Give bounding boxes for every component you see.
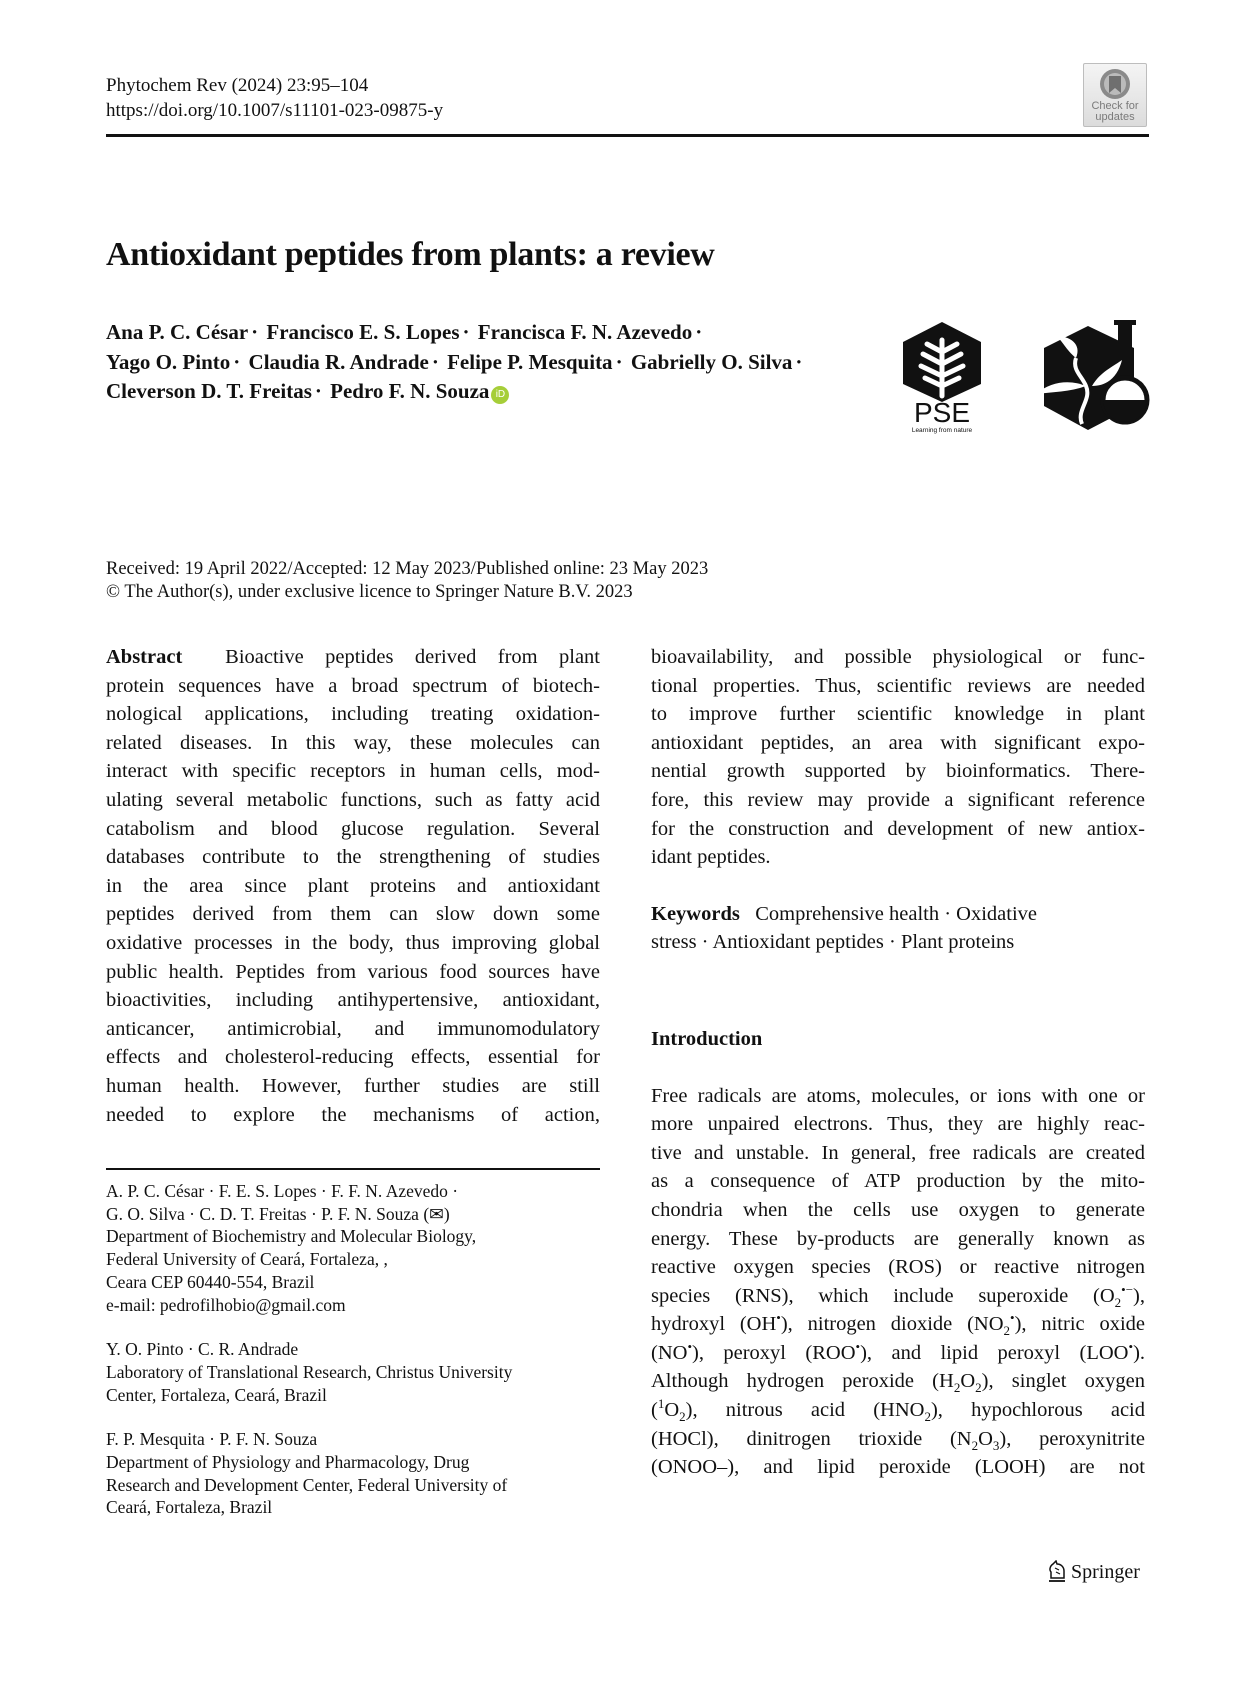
email-link[interactable]: e-mail: pedrofilhobio@gmail.com [106, 1294, 346, 1315]
affiliation-block [106, 1180, 600, 1316]
author-name[interactable]: Cleverson D. T. Freitas [106, 379, 312, 403]
publication-dates [106, 558, 708, 604]
right-column [651, 643, 1145, 1482]
abstract-line: nential growth supported by bioinformatics. There- [651, 760, 1145, 783]
section-heading-introduction: Introduction [651, 1027, 763, 1050]
header-rule [106, 134, 1149, 137]
affiliation-line: Ceara CEP 60440-554, Brazil [106, 1271, 315, 1292]
abstract-line: for the construction and development of new antiox- [651, 817, 1145, 840]
journal-citation: Phytochem Rev (2024) 23:95–104 [106, 75, 369, 96]
crossmark-label-2: updates [1095, 111, 1135, 123]
accepted-date: Accepted: 12 May 2023 [292, 559, 471, 579]
check-for-updates-badge[interactable] [1083, 63, 1147, 127]
abstract-continued [651, 643, 1145, 872]
body-line: (HOCl), dinitrogen trioxide $(N_2O_3)$, peroxynitrite [651, 1427, 1145, 1453]
author-list [106, 318, 906, 407]
pse-wordmark: PSE [913, 397, 971, 428]
author-name[interactable]: Gabrielly O. Silva [630, 349, 793, 374]
publisher-name: Springer [1071, 1561, 1140, 1583]
abstract-line: effects and cholesterol-reducing effects, essential for [106, 1046, 600, 1069]
author-name[interactable]: Pedro F. N. Souza [330, 379, 490, 403]
mail-icon[interactable]: ✉ [429, 1203, 444, 1224]
abstract-line: databases contribute to the strengthening of studies [106, 846, 600, 869]
abstract-line: fore, this review may provide a significant reference [651, 788, 1145, 811]
body-line: Although hydrogen peroxide $(H_2O_2)$, singlet oxygen [651, 1370, 1145, 1396]
left-column [106, 643, 600, 1129]
abstract-line: catabolism and blood glucose regulation. Several [106, 817, 600, 840]
publisher-logo [1047, 1560, 1140, 1584]
received-date: Received: 19 April 2022 [106, 559, 288, 579]
springer-horse-icon [1047, 1560, 1067, 1582]
affiliation-authors: A. P. C. César · F. E. S. Lopes · F. F. N. Azevedo · [106, 1181, 459, 1201]
footnote-rule [106, 1168, 600, 1170]
body-line: (NO•), peroxyl (ROO•), and lipid peroxyl (LOO•). [651, 1339, 1146, 1364]
body-line: tive and unstable. In general, free radicals are created [651, 1141, 1145, 1164]
affiliation-line: Ceará, Fortaleza, Brazil [106, 1497, 273, 1518]
keywords-list: stress · Antioxidant peptides · Plant proteins [651, 931, 1015, 954]
author-separator: · [462, 320, 470, 344]
date-separator: / [287, 559, 293, 579]
abstract-line: human health. However, further studies are still [106, 1074, 600, 1097]
body-line: energy. These by-products are generally known as [651, 1227, 1145, 1250]
flask-neck [1118, 322, 1132, 380]
introduction-paragraph [651, 1082, 1145, 1482]
author-name[interactable]: Francisca F. N. Azevedo [477, 320, 693, 344]
orcid-icon[interactable]: iD [491, 386, 509, 404]
abstract-line: tional properties. Thus, scientific reviews are needed [651, 674, 1145, 697]
abstract-label: Abstract [106, 646, 183, 668]
author-separator: · [695, 320, 703, 344]
date-separator: / [470, 559, 476, 579]
copyright-line: © The Author(s), under exclusive licence to Springer Nature B.V. 2023 [106, 582, 633, 602]
body-line: species (RNS), which include superoxide $(O_2^{•-})$, [651, 1281, 1145, 1310]
keywords-list: Comprehensive health · Oxidative [755, 902, 1037, 925]
crossmark-label-1: Check for [1091, 100, 1139, 112]
abstract-line: interact with specific receptors in human cells, mod- [106, 760, 600, 783]
abstract-line: idant peptides. [651, 846, 771, 869]
body-line: (ONOO–), and lipid peroxide (LOOH) are not [651, 1456, 1145, 1479]
author-separator: · [615, 349, 623, 374]
pse-tagline: Learning from nature [911, 427, 973, 434]
crossmark-icon [1098, 67, 1132, 101]
author-separator: · [795, 349, 803, 374]
abstract-line: to improve further scientific knowledge in plant [651, 703, 1145, 726]
affiliation-block [106, 1428, 600, 1519]
abstract-line: antioxidant peptides, an area with significant expo- [651, 731, 1145, 754]
published-date: Published online: 23 May 2023 [475, 559, 709, 579]
body-line: Free radicals are atoms, molecules, or ions with one or [651, 1084, 1145, 1107]
affiliation-line: Department of Biochemistry and Molecular Biology, [106, 1226, 477, 1247]
affiliation-authors: Y. O. Pinto · C. R. Andrade [106, 1339, 299, 1360]
affiliation-line: Laboratory of Translational Research, Christus University [106, 1361, 513, 1382]
affiliation-line: Center, Fortaleza, Ceará, Brazil [106, 1384, 327, 1405]
keywords [651, 900, 1145, 957]
keywords-label: Keywords [651, 902, 740, 925]
abstract-paragraph [106, 643, 600, 1129]
affiliation-authors: F. P. Mesquita · P. F. N. Souza [106, 1429, 318, 1450]
author-name[interactable]: Felipe P. Mesquita [447, 349, 613, 374]
author-name[interactable]: Claudia R. Andrade [248, 349, 429, 374]
affiliation-line: Department of Physiology and Pharmacology, Drug [106, 1452, 470, 1473]
body-line: hydroxyl (OH•), nitrogen dioxide $(NO_2^•)$, nitric oxide [651, 1310, 1145, 1339]
abstract-line: bioavailability, and possible physiological or func- [651, 646, 1145, 668]
abstract-line: public health. Peptides from various food sources have [106, 960, 600, 983]
abstract-line: Abstract Bioactive peptides derived from plant [106, 646, 600, 668]
abstract-line: nological applications, including treating oxidation- [106, 703, 600, 726]
body-line: chondria when the cells use oxygen to generate [651, 1198, 1145, 1221]
author-separator: · [431, 349, 439, 374]
affiliation-line: Federal University of Ceará, Fortaleza, , [106, 1249, 388, 1270]
affiliation-block [106, 1338, 600, 1406]
abstract-line: anticancer, antimicrobial, and immunomodulatory [106, 1017, 600, 1040]
author-separator: · [251, 320, 259, 344]
phytochemistry-logo [1030, 320, 1152, 432]
abstract-line: in the area since plant proteins and antioxidant [106, 874, 600, 897]
body-line: reactive oxygen species (ROS) or reactive nitrogen [651, 1256, 1145, 1279]
body-line: more unpaired electrons. Thus, they are highly reac- [651, 1113, 1145, 1136]
running-header [106, 73, 443, 123]
affiliations [106, 1180, 600, 1541]
abstract-line: needed to explore the mechanisms of action, [106, 1103, 600, 1126]
affiliation-authors: G. O. Silva · C. D. T. Freitas · P. F. N. Souza (✉) [106, 1203, 450, 1224]
abstract-line: peptides derived from them can slow down some [106, 903, 600, 926]
doi-link[interactable]: https://doi.org/10.1007/s11101-023-09875-y [106, 100, 444, 121]
author-name[interactable]: Yago O. Pinto [106, 349, 231, 374]
article-title: Antioxidant peptides from plants: a review [106, 236, 715, 273]
abstract-line: oxidative processes in the body, thus improving global [106, 931, 600, 954]
author-name[interactable]: Ana P. C. César [106, 320, 249, 344]
author-separator: · [314, 379, 322, 403]
body-line: as a consequence of ATP production by the mito- [651, 1170, 1145, 1193]
abstract-line: protein sequences have a broad spectrum of biotech- [106, 674, 600, 697]
abstract-line: related diseases. In this way, these molecules can [106, 731, 600, 754]
abstract-line: ulating several metabolic functions, such as fatty acid [106, 788, 600, 811]
history-line [106, 558, 708, 581]
abstract-line: bioactivities, including antihypertensive, antioxidant, [106, 989, 600, 1012]
body-line: $(^1O_2)$, nitrous acid $(HNO_2)$, hypochlorous acid [651, 1396, 1145, 1425]
author-separator: · [233, 349, 241, 374]
pse-society-logo [897, 322, 987, 434]
author-name[interactable]: Francisco E. S. Lopes [266, 320, 460, 344]
affiliation-line: Research and Development Center, Federal University of [106, 1474, 508, 1495]
